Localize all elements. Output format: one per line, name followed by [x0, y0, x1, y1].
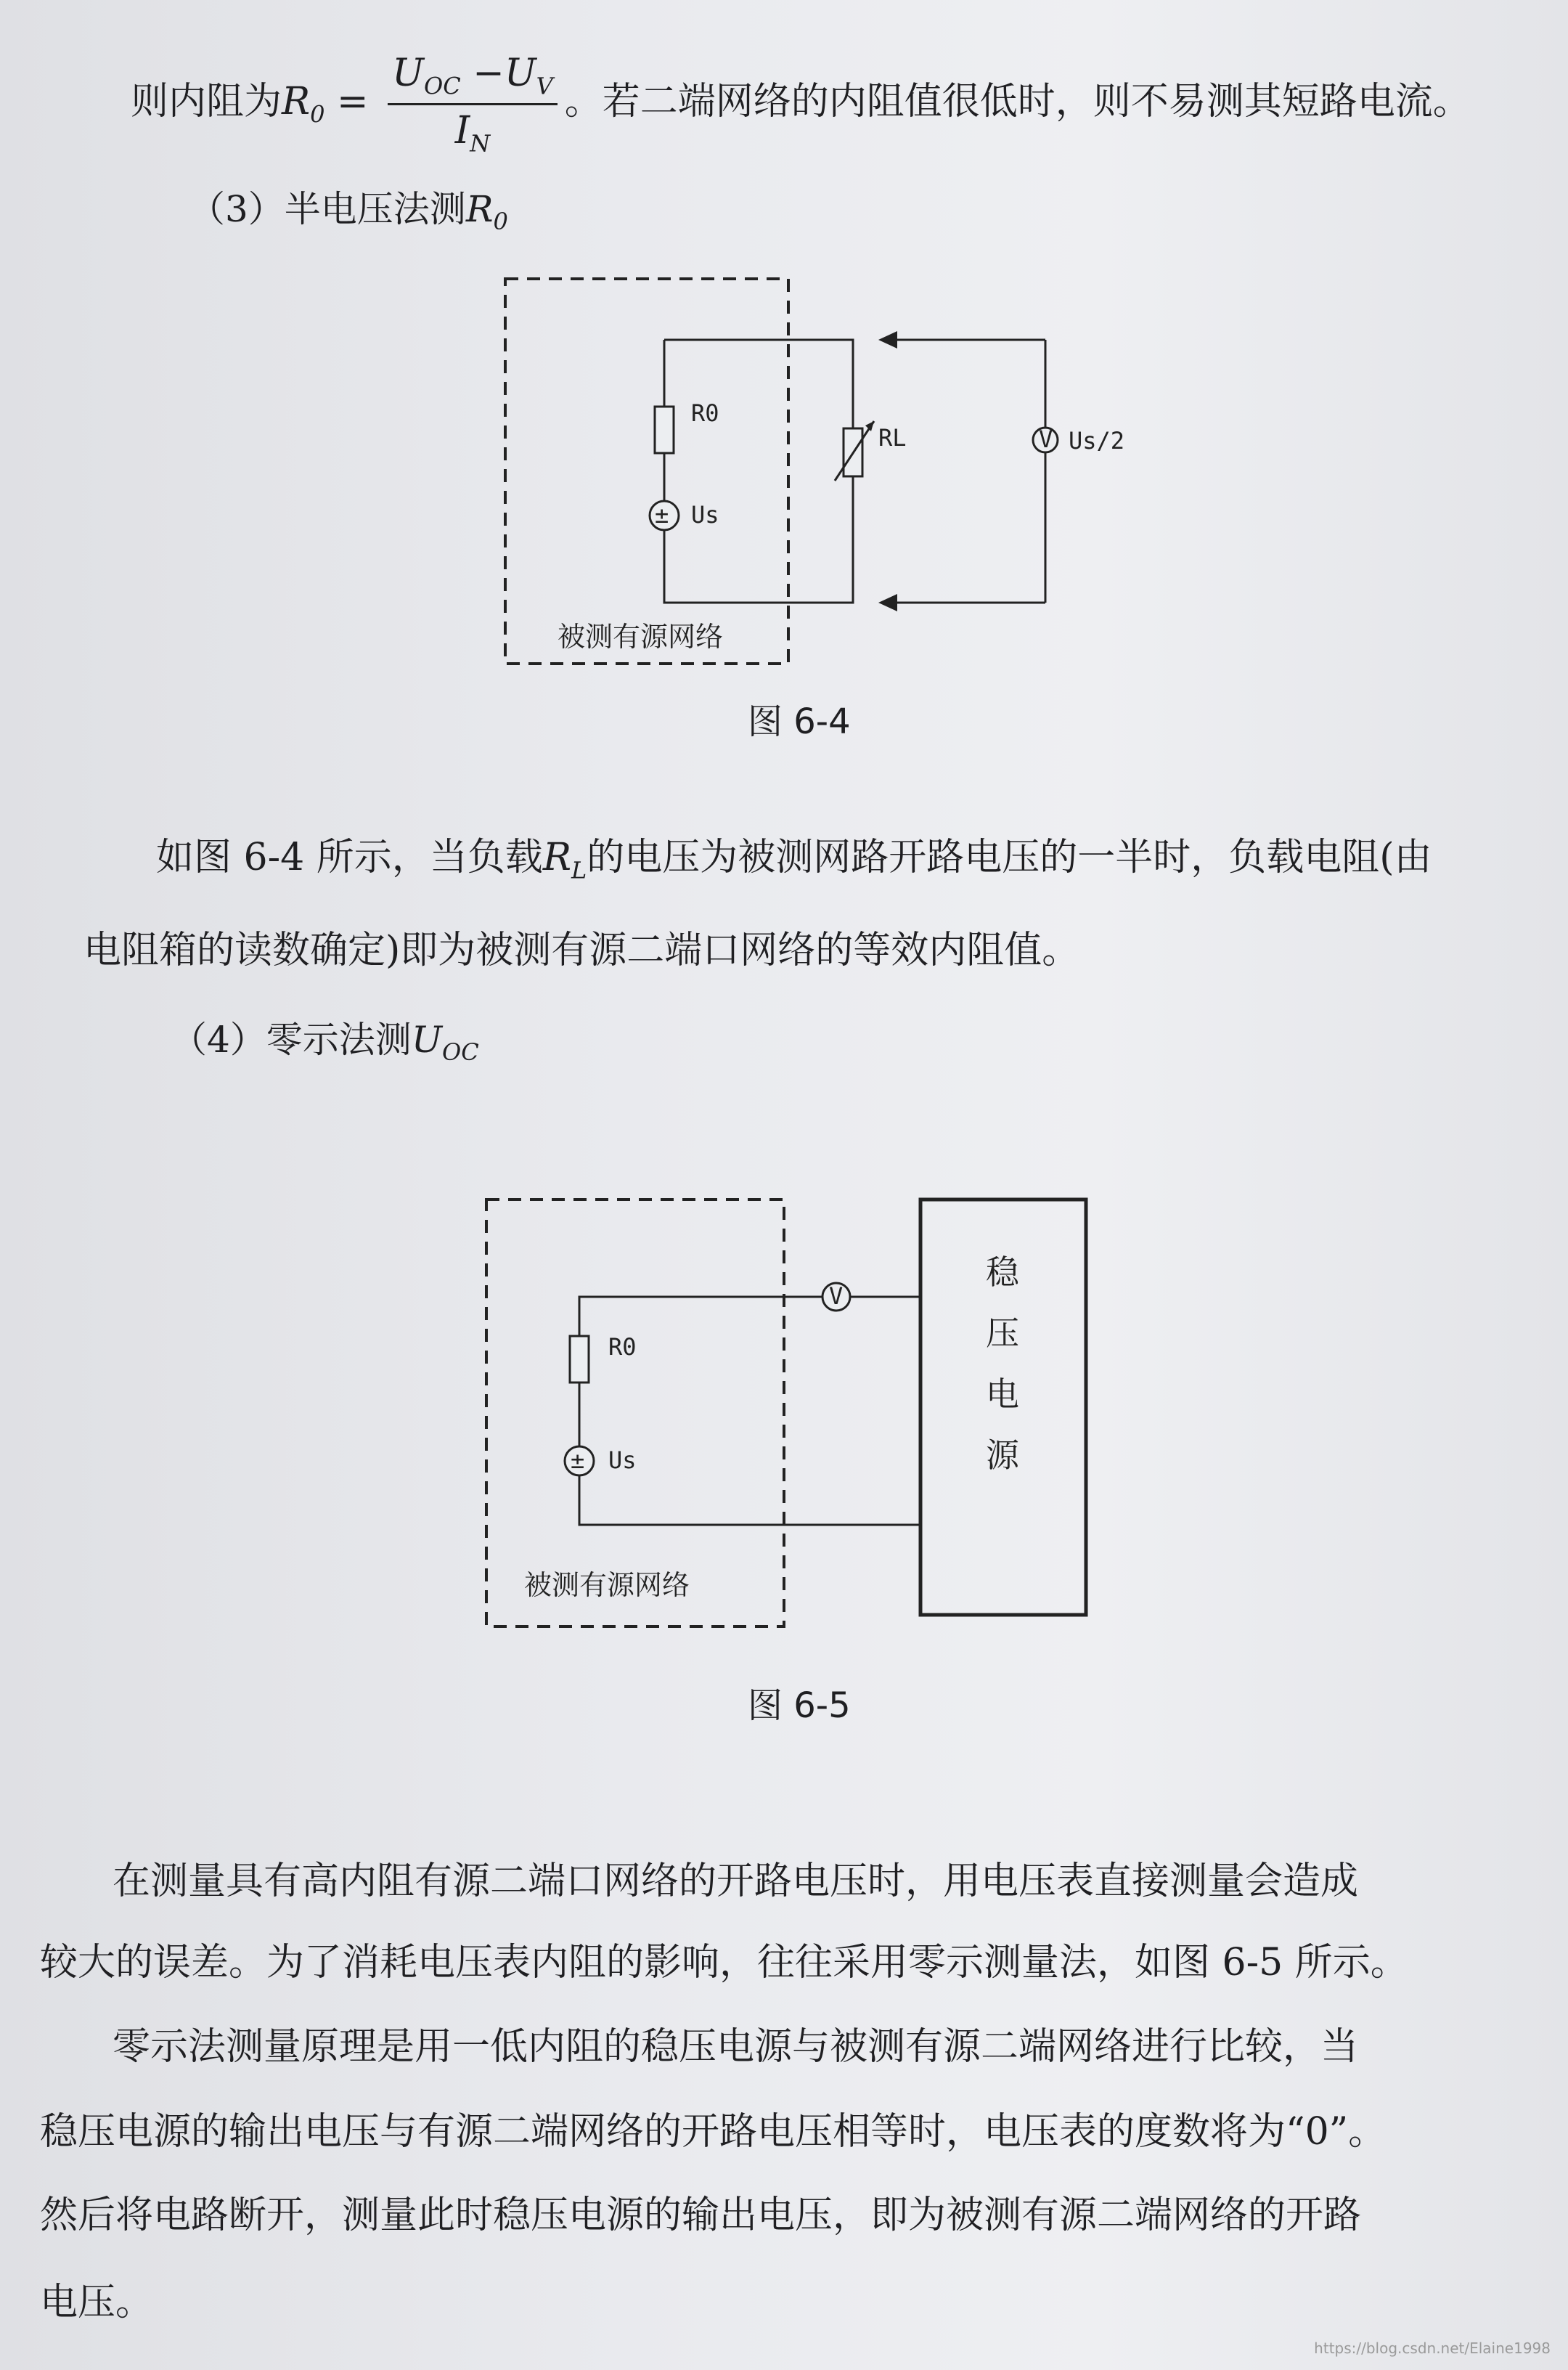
network-box-label: 被测有源网络	[524, 1569, 690, 1601]
formula-equals: =	[324, 79, 381, 123]
svg-text:±: ±	[655, 501, 669, 529]
r0-resistor	[655, 407, 674, 453]
arrow-left-icon	[878, 331, 897, 349]
figure-6-4-caption: 图 6-4	[748, 701, 851, 742]
r0-resistor	[570, 1336, 589, 1382]
paragraph-3-line-4: 电压。	[40, 2281, 154, 2324]
supply-char-1: 稳	[986, 1253, 1019, 1292]
network-box-label: 被测有源网络	[558, 621, 724, 653]
network-dashed-box	[486, 1200, 784, 1626]
formula-fraction: $\frac{U_{OC} -U_V}{I_N}$	[388, 51, 558, 158]
paragraph-3-line-3: 然后将电路断开，测量此时稳压电源的输出电压，即为被测有源二端网络的开路	[40, 2194, 1362, 2237]
supply-char-3: 电	[986, 1375, 1019, 1414]
formula-followup-text: 。若二端网络的内阻值很低时，则不易测其短路电流。	[564, 79, 1471, 123]
svg-text:±: ±	[571, 1446, 585, 1474]
figure-6-5-circuit	[472, 1184, 1111, 1641]
arrow-left-icon	[878, 594, 897, 611]
supply-char-2: 压	[986, 1314, 1019, 1353]
paragraph-1-line-1: 如图 6-4 所示，当负载$R_L$的电压为被测网路开路电压的一半时，负载电阻(由	[156, 836, 1432, 884]
meter-label: Us/2	[1069, 427, 1125, 455]
paragraph-1-line-2: 电阻箱的读数确定)即为被测有源二端口网络的等效内阻值。	[83, 929, 1080, 972]
paragraph-3-line-2: 稳压电源的输出电压与有源二端网络的开路电压相等时，电压表的度数将为“0”。	[40, 2110, 1387, 2154]
svg-text:V: V	[1039, 425, 1053, 453]
figure-6-4-circuit	[494, 269, 1183, 675]
supply-char-4: 源	[986, 1436, 1019, 1475]
figure-6-5-caption: 图 6-5	[748, 1685, 851, 1726]
us-label: Us	[608, 1446, 637, 1474]
r0-label: R0	[608, 1333, 637, 1361]
paragraph-2-line-1: 在测量具有高内阻有源二端口网络的开路电压时，用电压表直接测量会造成	[113, 1860, 1359, 1903]
formula-line	[131, 51, 1471, 158]
svg-text:V: V	[829, 1282, 844, 1310]
network-dashed-box	[505, 279, 788, 664]
paragraph-3-line-1: 零示法测量原理是用一低内阻的稳压电源与被测有源二端网络进行比较，当	[113, 2025, 1359, 2069]
paragraph-2-line-2: 较大的误差。为了消耗电压表内阻的影响，往往采用零示测量法，如图 6-5 所示。	[40, 1941, 1408, 1984]
section-3-heading: （3）半电压法测$R_0$	[189, 188, 508, 235]
r0-label: R0	[691, 399, 719, 427]
formula-intro-text: 则内阻为	[131, 79, 282, 123]
formula-r0-var: $R_0$	[282, 79, 325, 129]
rl-label: RL	[878, 424, 907, 452]
section-4-heading: （4）零示法测$U_{OC}$	[171, 1019, 479, 1066]
watermark: https://blog.csdn.net/Elaine1998	[1314, 2340, 1551, 2357]
us-label: Us	[691, 501, 719, 529]
